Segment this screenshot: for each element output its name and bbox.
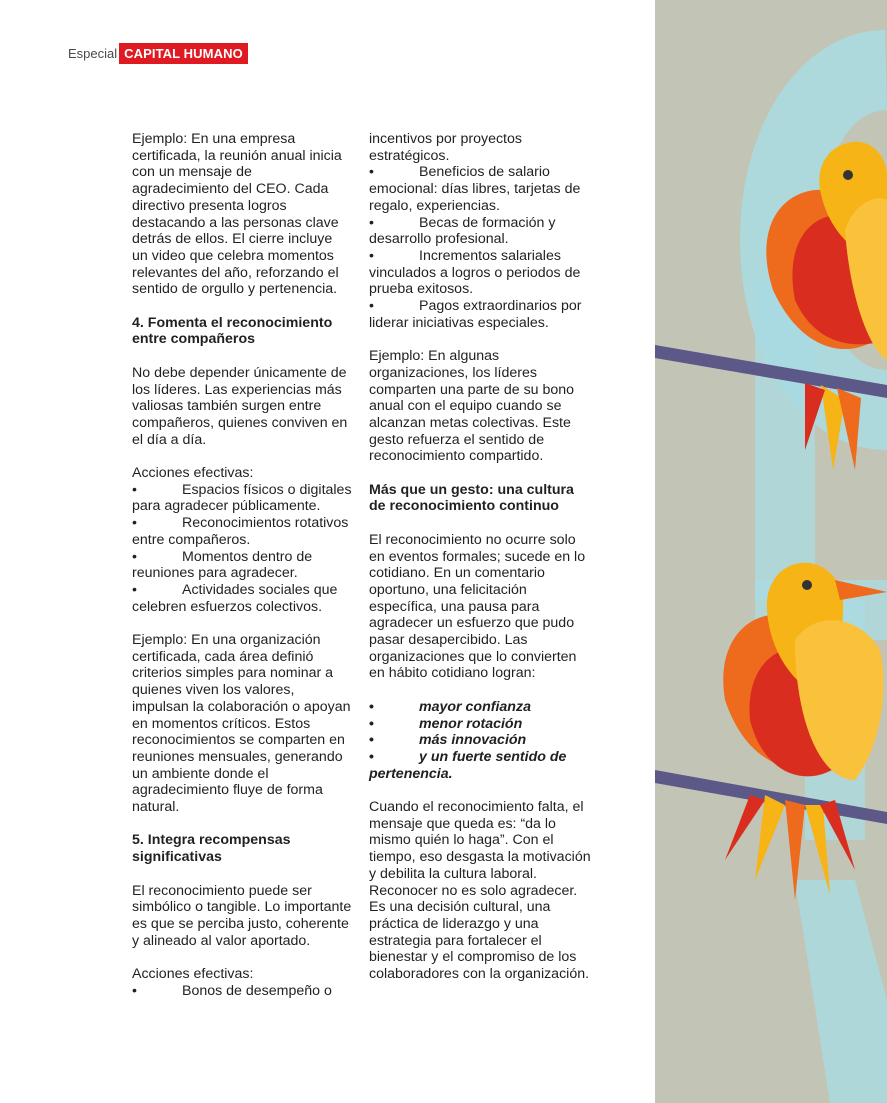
list-item xyxy=(369,298,593,331)
paragraph: Ejemplo: En una organización certificada, cada área definió criterios simples para nominar a quienes viven los valores, impulsan la colaboración o apoyan en momentos críticos. Estos reconocimientos se comparten en reuniones mensuales, generando un ambiente donde el agradecimiento fluye de forma natural. xyxy=(132,632,351,816)
paragraph: Cuando el reconocimiento falta, el mensaje que queda es: “da lo mismo quién lo haga”. Con el tiempo, eso desgasta la motivación y debilita la cultura laboral. Reconocer no es solo agradecer. Es una decisión cultural, una práctica de liderazgo y una estrategia para fortalecer el bienestar y el compromiso de los colaboradores con la organización. xyxy=(369,799,591,983)
page-header xyxy=(68,42,248,64)
paragraph-continuation: incentivos por proyectos estratégicos. xyxy=(369,131,522,164)
list-item xyxy=(369,749,593,782)
list-item xyxy=(369,716,593,733)
actions-list xyxy=(132,465,352,615)
bullet-icon: • xyxy=(369,247,374,264)
paper-birds-icon xyxy=(655,0,887,1103)
heading-4: 4. Fomenta el reconocimiento entre compañeros xyxy=(132,314,333,348)
list-item-text: Momentos dentro de reuniones para agradecer. xyxy=(132,548,313,582)
bullet-icon: • xyxy=(132,982,137,999)
list-item xyxy=(369,732,593,749)
list-item-text: Beneficios de salario emocional: días libres, tarjetas de regalo, experiencias. xyxy=(369,164,581,214)
paragraph: Ejemplo: En una empresa certificada, la reunión anual inicia con un mensaje de agradecimiento del CEO. Cada directivo presenta logros destacando a las personas clave detrás de ellos. El cierre incluye un video que celebra momentos relevantes del año, reforzando el sentido de orgullo y pertenencia. xyxy=(132,131,342,298)
list-item-text: Espacios físicos o digitales para agradecer públicamente. xyxy=(132,481,352,515)
list-item xyxy=(369,699,593,716)
bullet-icon: • xyxy=(369,298,374,315)
bullet-icon: • xyxy=(369,698,374,715)
list-item-text: más innovación xyxy=(419,732,527,749)
section-label: Especial xyxy=(68,45,118,61)
bullet-icon: • xyxy=(369,214,374,231)
list-item-text: Incrementos salariales vinculados a logros o periodos de prueba exitosos. xyxy=(369,247,581,298)
bullet-icon: • xyxy=(132,481,137,498)
left-column xyxy=(132,131,352,999)
list-item xyxy=(369,248,593,298)
paragraph: Ejemplo: En algunas organizaciones, los líderes comparten una parte de su bono anual con el equipo cuando se alcanzan metas colectivas. Este gesto refuerza el sentido de reconocimiento compartido. xyxy=(369,348,575,465)
heading-5: 5. Integra recompensas significativas xyxy=(132,832,291,866)
list-item-text: mayor confianza xyxy=(419,698,531,715)
paragraph: El reconocimiento puede ser simbólico o tangible. Lo importante es que se perciba justo, coherente y alineado al valor aportado. xyxy=(132,882,352,949)
section-badge: CAPITAL HUMANO xyxy=(119,43,248,64)
list-item xyxy=(132,582,352,615)
outcomes-list xyxy=(369,699,593,783)
list-item xyxy=(132,983,352,1000)
list-label: Acciones efectivas: xyxy=(132,465,254,482)
list-item-text: Becas de formación y desarrollo profesional. xyxy=(369,214,556,248)
birds-illustration xyxy=(655,0,887,1103)
right-column xyxy=(369,131,593,999)
list-item xyxy=(369,215,593,248)
bullet-icon: • xyxy=(369,715,374,732)
list-item-text: menor rotación xyxy=(419,715,523,732)
list-item xyxy=(132,515,352,548)
list-label: Acciones efectivas: xyxy=(132,966,254,983)
bullet-icon: • xyxy=(369,732,374,749)
section-heading: Más que un gesto: una cultura de reconocimiento continuo xyxy=(369,481,574,515)
list-item-text: Actividades sociales que celebren esfuerzos colectivos. xyxy=(132,581,338,615)
bullet-icon: • xyxy=(369,748,374,765)
list-item-text: Pagos extraordinarios por liderar iniciativas especiales. xyxy=(369,298,582,331)
list-item xyxy=(132,482,352,515)
bullet-icon: • xyxy=(132,548,137,565)
list-item-text: y un fuerte sentido de pertenencia. xyxy=(369,748,567,782)
paragraph: El reconocimiento no ocurre solo en eventos formales; sucede en lo cotidiano. En un comentario oportuno, una felicitación específica, una pausa para agradecer un esfuerzo que pudo pasar desapercibido. Las organizaciones que lo convierten en hábito cotidiano logran: xyxy=(369,531,586,682)
bullet-icon: • xyxy=(132,581,137,598)
paragraph: No debe depender únicamente de los líderes. Las experiencias más valiosas también surgen entre compañeros, quienes conviven en el día a día. xyxy=(132,364,348,448)
list-item-text: Reconocimientos rotativos entre compañeros. xyxy=(132,515,349,548)
bullet-icon: • xyxy=(369,164,374,181)
list-item-text: Bonos de desempeño o xyxy=(182,982,332,999)
list-item xyxy=(369,164,593,214)
bullet-icon: • xyxy=(132,515,137,532)
list-item xyxy=(132,549,352,582)
